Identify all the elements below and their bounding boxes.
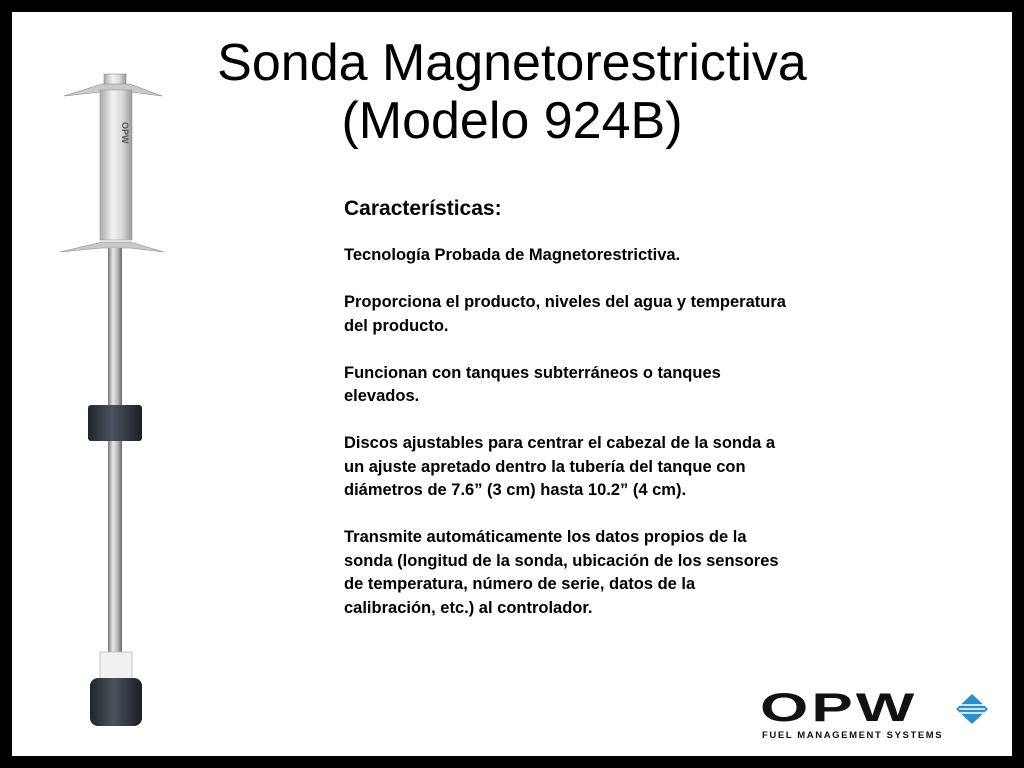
feature-item: Discos ajustables para centrar el cabezal de la sonda a un ajuste apretado dentro la tubería del tanque con diámetros de 7.6” (3 cm) hasta 10.2” (4 cm). <box>344 434 776 499</box>
logo-brand: OPW <box>760 686 918 730</box>
slide <box>12 12 1012 756</box>
features-section <box>344 196 984 644</box>
title-line-1: Sonda Magnetorestrictiva <box>217 34 807 92</box>
logo-tagline: FUEL MANAGEMENT SYSTEMS <box>762 730 944 741</box>
opw-logo <box>760 688 992 744</box>
feature-item: Proporciona el producto, niveles del agua y temperatura del producto. <box>344 293 786 335</box>
title-line-2: (Modelo 924B) <box>341 92 683 150</box>
feature-item: Funcionan con tanques subterráneos o tanques elevados. <box>344 363 721 405</box>
probe-image <box>42 62 192 732</box>
logo-drop-icon <box>954 692 990 726</box>
feature-item: Tecnología Probada de Magnetorestrictiva. <box>344 246 681 264</box>
features-heading: Características: <box>344 197 502 220</box>
feature-item: Transmite automáticamente los datos propios de la sonda (longitud de la sonda, ubicación de los sensores de temperatura, número de serie, datos de la calibración, etc.) al controlador. <box>344 528 779 617</box>
probe-label: OPW <box>120 122 130 144</box>
